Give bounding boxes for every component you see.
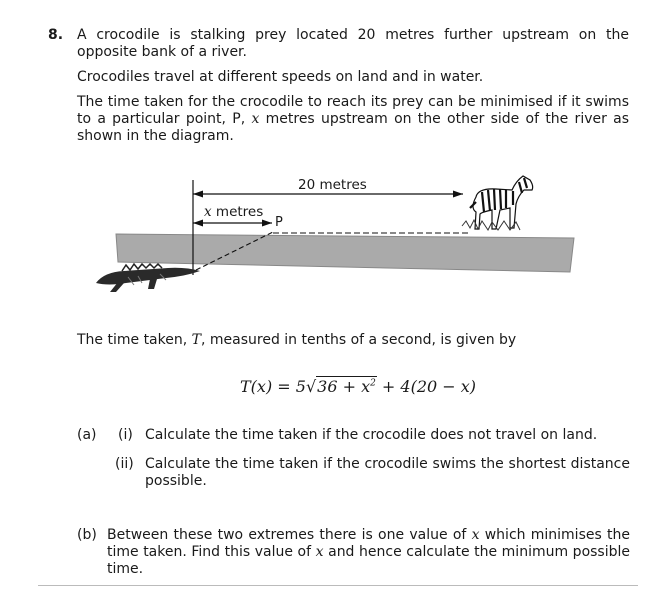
desc-text-1: The time taken for the crocodile to reach its prey can be minimised if it swims to a particular point, P, xyxy=(77,94,629,127)
sqrt-sign: √ xyxy=(305,377,317,396)
formula-lhs: T(x) = 5 xyxy=(240,377,306,396)
part-b-var-2: x xyxy=(315,544,324,560)
arrowhead-right-20 xyxy=(453,191,463,198)
part-b-text-2: which minimises the time taken. Find this value of xyxy=(107,527,630,560)
radicand-text: 36 + x xyxy=(317,377,371,396)
part-a-i-label: (i) xyxy=(118,427,133,443)
label-20-metres: 20 metres xyxy=(298,177,367,193)
crocodile-icon xyxy=(96,264,200,292)
part-a-i-text: Calculate the time taken if the crocodile does not travel on land. xyxy=(145,427,598,443)
time-text-before: The time taken, xyxy=(77,332,188,348)
desc-var-x: x xyxy=(251,111,260,127)
label-x-metres xyxy=(204,204,263,220)
question-speeds: Crocodiles travel at different speeds on land and in water. xyxy=(77,69,484,85)
arrowhead-left-20 xyxy=(193,191,203,198)
desc-text-2: metres upstream on the other side of the river as shown in the diagram. xyxy=(77,111,629,144)
time-formula xyxy=(240,377,476,396)
question-description xyxy=(77,94,629,145)
formula-radicand xyxy=(316,376,377,396)
label-x-unit: metres xyxy=(215,204,264,220)
part-b-var-1: x xyxy=(471,527,480,543)
arrowhead-right-x xyxy=(262,220,272,227)
formula-rhs: + 4(20 − x) xyxy=(376,377,477,396)
part-b-text-1: Between these two extremes there is one value of xyxy=(107,527,467,543)
river xyxy=(116,234,574,272)
radicand-power: 2 xyxy=(370,378,376,389)
time-description xyxy=(77,332,516,349)
arrowhead-left-x xyxy=(193,220,203,227)
time-text-after: , measured in tenths of a second, is given by xyxy=(200,332,517,348)
part-b-label: (b) xyxy=(77,527,97,543)
part-b-text-3: and hence calculate the minimum possible time. xyxy=(107,544,630,577)
footer-divider xyxy=(38,585,638,586)
part-a-ii-text: Calculate the time taken if the crocodile swims the shortest distance possible. xyxy=(145,456,630,489)
question-intro: A crocodile is stalking prey located 20 metres further upstream on the opposite bank of a river. xyxy=(77,27,629,60)
label-x-var: x xyxy=(204,204,212,220)
time-var-t: T xyxy=(191,332,201,348)
point-p-label: P xyxy=(275,215,283,230)
zebra-icon xyxy=(462,176,533,230)
part-a-label: (a) xyxy=(77,427,97,443)
question-number: 8. xyxy=(48,27,64,43)
part-b-text xyxy=(107,527,630,578)
part-a-ii-label: (ii) xyxy=(115,456,134,472)
